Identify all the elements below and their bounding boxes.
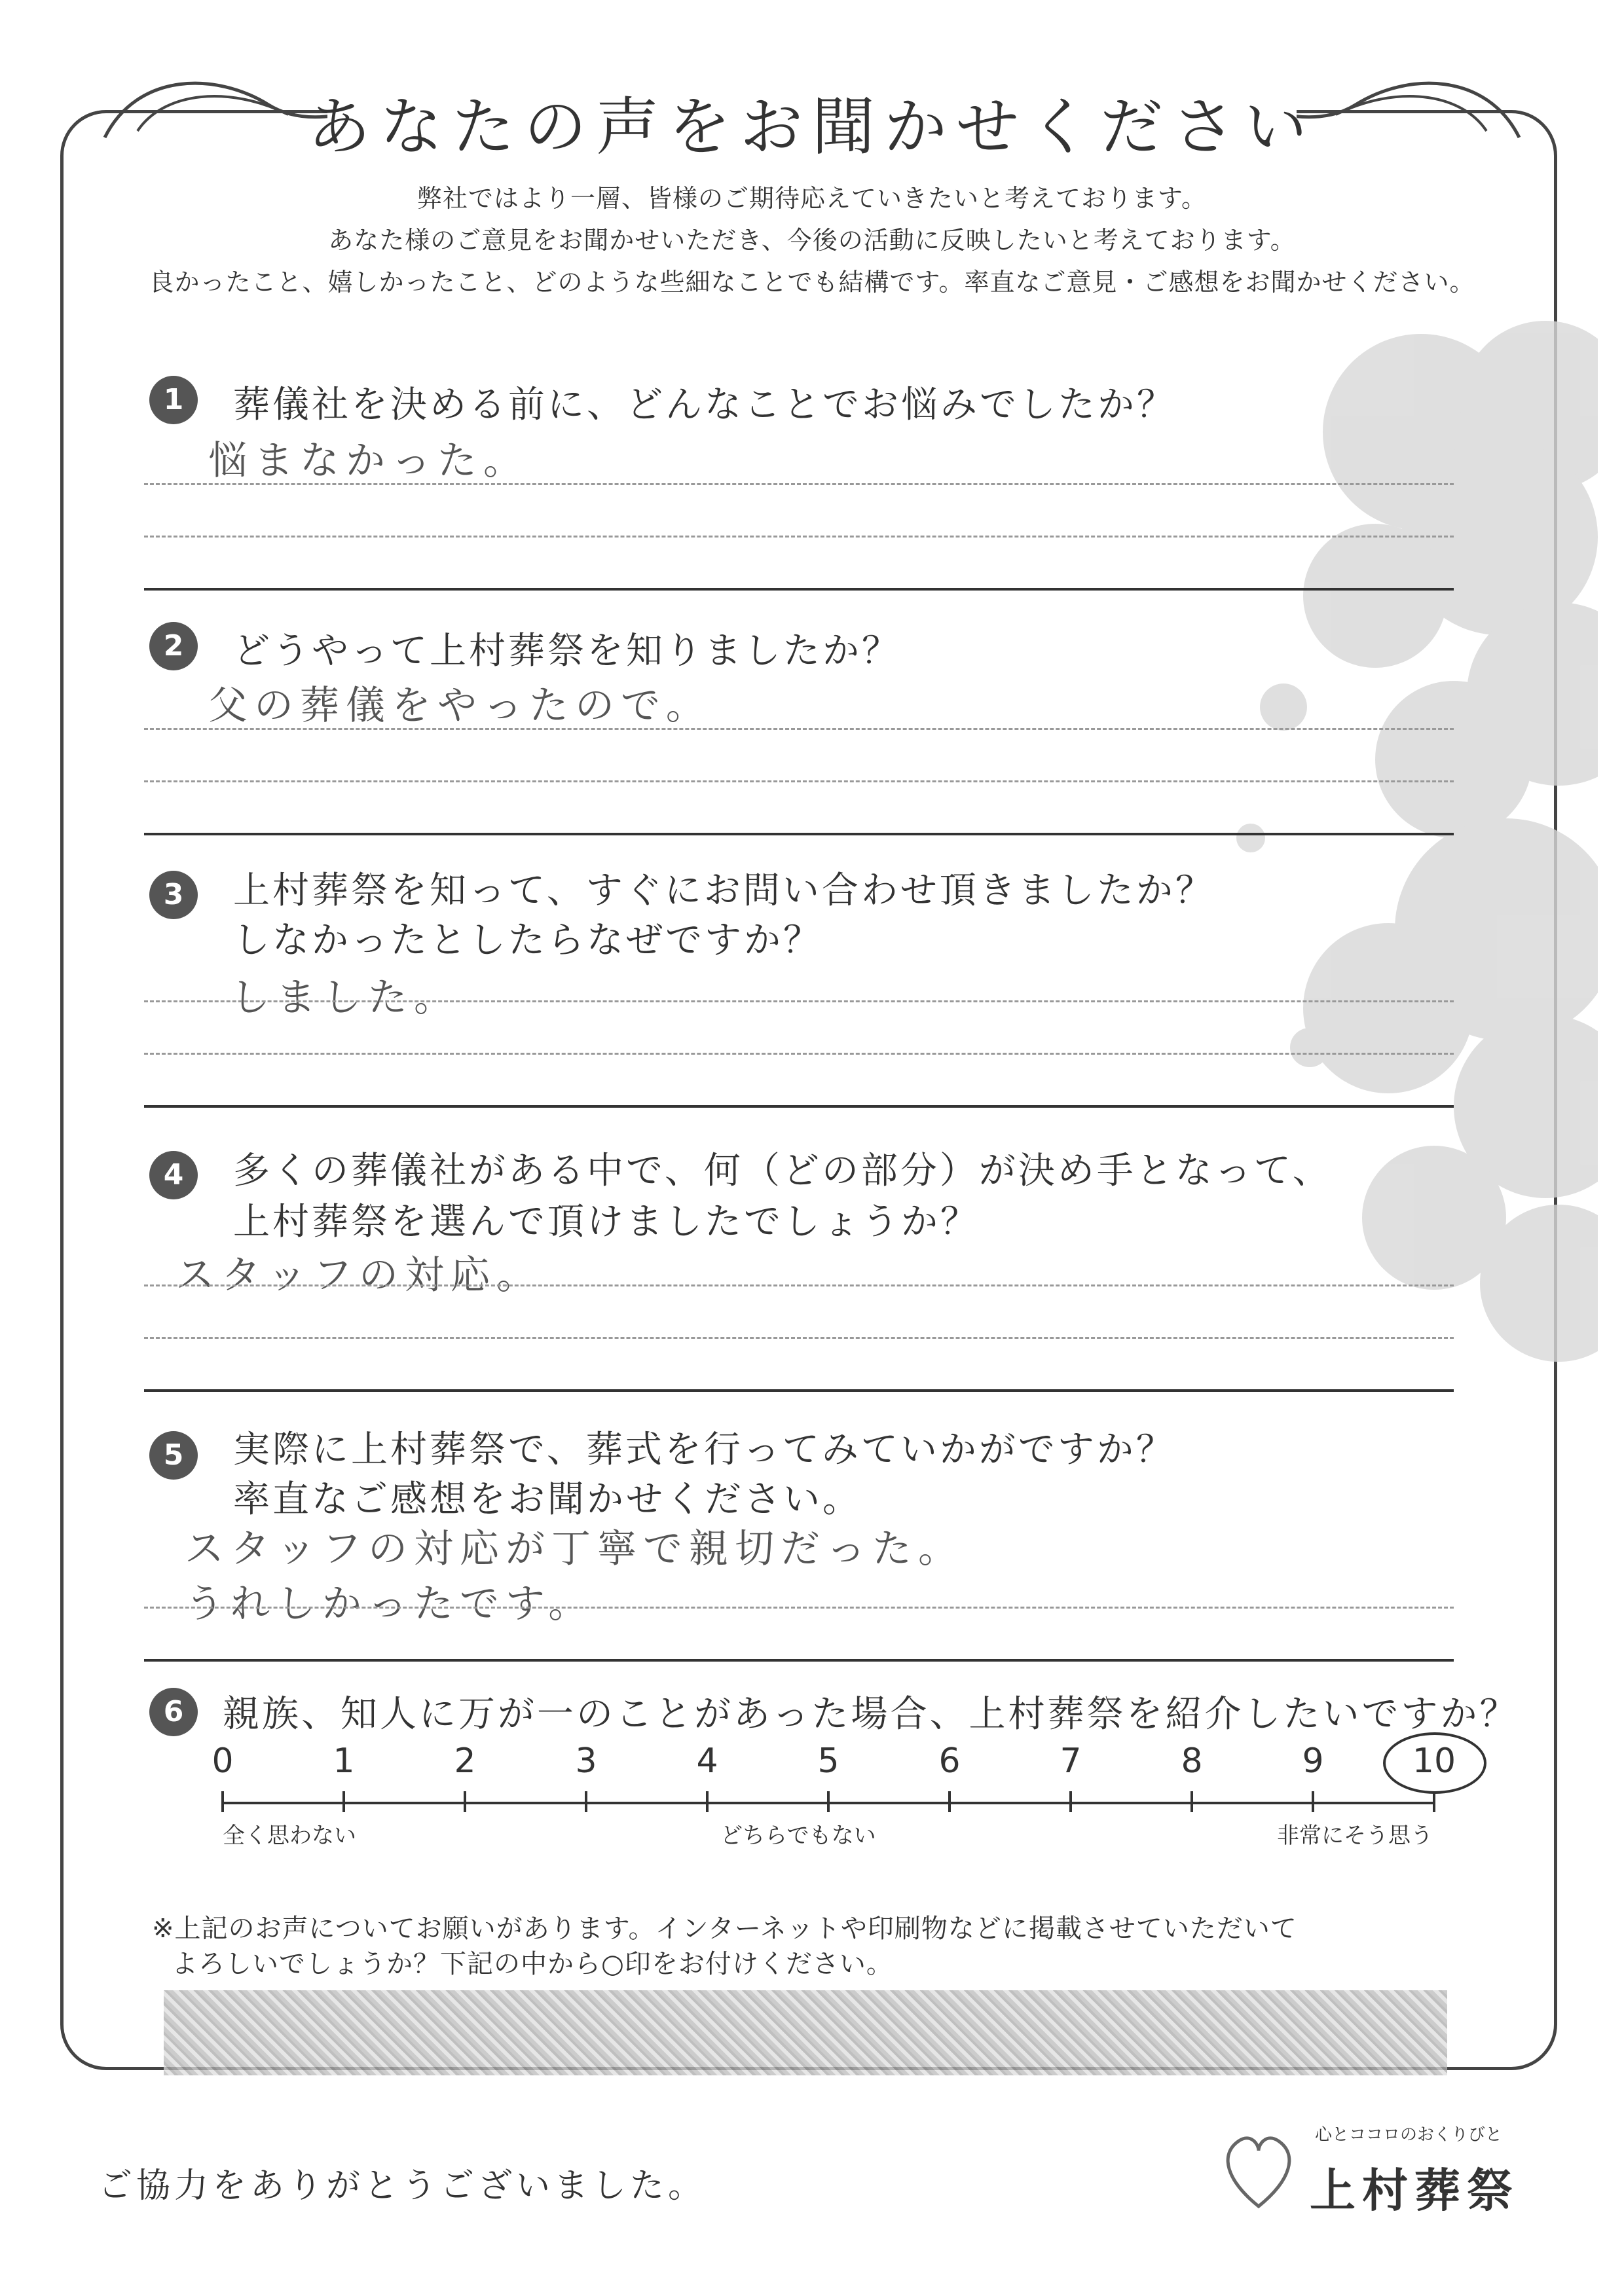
section-divider: [144, 1389, 1454, 1392]
redacted-area: [164, 1990, 1447, 2075]
scale-tick: [221, 1791, 224, 1812]
thanks-message: ご協力をありがとうございました。: [98, 2166, 707, 2206]
scale-number[interactable]: 7: [1060, 1741, 1082, 1781]
question-text: 親族、知人に万が一のことがあった場合、上村葬祭を紹介したいですか？: [223, 1693, 1519, 1736]
intro-line: 良かったこと、嬉しかったこと、どのような些細なことでも結構です。率直なご意見・ご感想をお聞かせください。: [149, 268, 1475, 297]
question-text: 率直なご感想をお聞かせください。: [233, 1478, 862, 1521]
intro-line: あなた様のご意見をお聞かせいただき、今後の活動に反映したいと考えております。: [328, 226, 1296, 255]
answer-line: [144, 1285, 1454, 1286]
handwritten-answer: しました。: [231, 975, 460, 1021]
section-divider: [144, 1105, 1454, 1108]
scale-label-low: 全く思わない: [223, 1823, 356, 1849]
question-text: 葬儀社を決める前に、どんなことでお悩みでしたか？: [233, 384, 1176, 426]
heart-logo-icon: [1219, 2128, 1298, 2213]
question-number-badge: 3: [149, 871, 198, 919]
scale-tick: [948, 1791, 951, 1812]
scale-number[interactable]: 1: [333, 1741, 355, 1781]
consent-note: よろしいでしょうか？下記の中から○印をお付けください。: [172, 1949, 893, 1979]
answer-line: [144, 780, 1454, 782]
scale-number[interactable]: 3: [575, 1741, 597, 1781]
question-text: どうやって上村葬祭を知りましたか？: [233, 630, 901, 672]
handwritten-answer: スタッフの対応。: [175, 1252, 542, 1298]
brand-tagline: 心とココロのおくりびと: [1315, 2125, 1503, 2145]
scale-number[interactable]: 4: [696, 1741, 718, 1781]
answer-line: [144, 1607, 1454, 1609]
answer-line: [144, 1000, 1454, 1002]
handwritten-answer: スタッフの対応が丁寧で親切だった。: [185, 1526, 964, 1572]
question-text: 上村葬祭を知って、すぐにお問い合わせ頂きましたか？: [233, 869, 1215, 912]
scale-label-high: 非常にそう思う: [1277, 1823, 1433, 1849]
scale-tick: [585, 1791, 587, 1812]
handwritten-answer: 悩まなかった。: [208, 438, 529, 484]
scale-tick: [464, 1791, 466, 1812]
question-number-badge: 5: [149, 1431, 198, 1480]
clover-decoration-icon: [1205, 288, 1598, 1467]
question-number-badge: 4: [149, 1151, 198, 1199]
answer-line: [144, 1337, 1454, 1339]
consent-note: ※上記のお声についてお願いがあります。インターネットや印刷物などに掲載させていただいて: [152, 1914, 1297, 1944]
answer-line: [144, 728, 1454, 730]
scale-tick: [706, 1791, 709, 1812]
scale-tick: [1433, 1791, 1435, 1812]
scale-tick: [1190, 1791, 1193, 1812]
scale-label-mid: どちらでもない: [720, 1823, 876, 1849]
section-divider: [144, 1659, 1454, 1662]
scale-number[interactable]: 8: [1181, 1741, 1203, 1781]
question-text: 上村葬祭を選んで頂けましたでしょうか？: [233, 1201, 980, 1243]
scale-number[interactable]: 10: [1412, 1741, 1456, 1781]
question-number-badge: 1: [149, 376, 198, 424]
brand-name: 上村葬祭: [1310, 2164, 1519, 2217]
section-divider: [144, 833, 1454, 835]
question-text: 実際に上村葬祭で、葬式を行ってみていかがですか？: [233, 1429, 1175, 1471]
scale-tick: [1312, 1791, 1314, 1812]
answer-line: [144, 1053, 1454, 1055]
scale-number[interactable]: 6: [938, 1741, 961, 1781]
intro-line: 弊社ではより一層、皆様のご期待応えていきたいと考えております。: [417, 184, 1207, 213]
question-number-badge: 2: [149, 622, 198, 670]
handwritten-answer: 父の葬儀をやったので。: [208, 683, 712, 729]
question-text: しなかったとしたらなぜですか？: [233, 919, 822, 962]
handwritten-answer: うれしかったです。: [185, 1581, 595, 1627]
answer-line: [144, 483, 1454, 485]
scale-number[interactable]: 0: [212, 1741, 234, 1781]
section-divider: [144, 588, 1454, 591]
scale-tick: [342, 1791, 345, 1812]
question-number-badge: 6: [149, 1688, 198, 1736]
scale-tick: [827, 1791, 830, 1812]
scale-tick: [1069, 1791, 1072, 1812]
question-text: 多くの葬儀社がある中で、何（どの部分）が決め手となって、: [233, 1150, 1332, 1192]
scale-number[interactable]: 9: [1302, 1741, 1324, 1781]
scale-number[interactable]: 2: [454, 1741, 476, 1781]
answer-line: [144, 536, 1454, 538]
scale-number[interactable]: 5: [817, 1741, 840, 1781]
page-title: あなたの声をお聞かせください: [308, 90, 1316, 164]
selected-value-circle: [1383, 1732, 1486, 1794]
